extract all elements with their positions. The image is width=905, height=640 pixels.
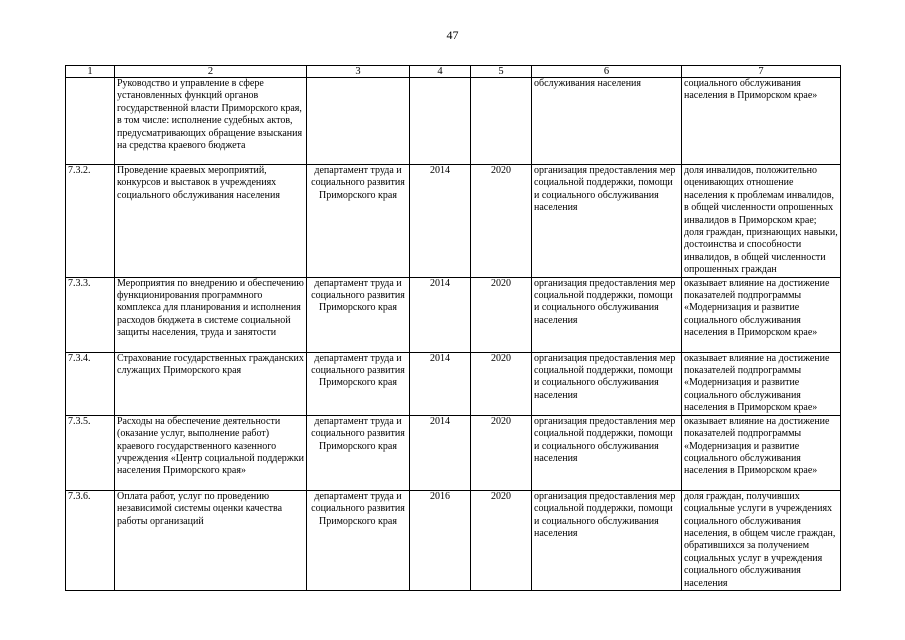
table-row — [66, 415, 841, 490]
row-number: 7.3.3. — [66, 277, 115, 352]
table-row — [66, 490, 841, 590]
header-col-6: 6 — [532, 66, 682, 78]
end-year — [471, 78, 532, 165]
program-measures-table — [65, 65, 841, 591]
end-year: 2020 — [471, 352, 532, 415]
executor: департамент труда и социального развития Приморского края — [307, 352, 410, 415]
table-row — [66, 277, 841, 352]
expected-result: организация предоставления мер социальной поддержки, помощи и социального обслуживания населения — [532, 277, 682, 352]
start-year: 2014 — [410, 352, 471, 415]
row-number — [66, 78, 115, 165]
measure-name: Расходы на обеспечение деятельности (оказание услуг, выполнение работ) краевого государственного казенного учреждения «Центр социальной поддержки населения Приморского края» — [115, 415, 307, 490]
indicator-link: оказывает влияние на достижение показателей подпрограммы «Модернизация и развитие социального обслуживания населения в Приморском крае» — [682, 352, 841, 415]
page-number: 47 — [446, 28, 459, 42]
end-year: 2020 — [471, 415, 532, 490]
measure-name: Проведение краевых мероприятий, конкурсов и выставок в учреждениях социального обслуживания населения — [115, 165, 307, 278]
header-col-2: 2 — [115, 66, 307, 78]
indicator-link: доля граждан, получивших социальные услуги в учреждениях социального обслуживания населения, в общем числе граждан, обратившихся за получением социальных услуг в учреждения социального обслуживания населения — [682, 490, 841, 590]
row-number: 7.3.2. — [66, 165, 115, 278]
expected-result: организация предоставления мер социальной поддержки, помощи и социального обслуживания населения — [532, 352, 682, 415]
end-year: 2020 — [471, 165, 532, 278]
table-header-row — [66, 66, 841, 78]
expected-result: организация предоставления мер социальной поддержки, помощи и социального обслуживания населения — [532, 165, 682, 278]
indicator-link: доля инвалидов, положительно оценивающих отношение населения к проблемам инвалидов, в общей численности опрошенных инвалидов в Приморском крае; доля граждан, признающих навыки, достоинства и способности инвалидов, в общей численности опрошенных граждан — [682, 165, 841, 278]
executor: департамент труда и социального развития Приморского края — [307, 277, 410, 352]
executor — [307, 78, 410, 165]
indicator-link: оказывает влияние на достижение показателей подпрограммы «Модернизация и развитие социального обслуживания населения в Приморском крае» — [682, 415, 841, 490]
measure-name: Мероприятия по внедрению и обеспечению функционирования программного комплекса для планирования и исполнения расходов бюджета в системе социальной защиты населения, труда и занятости — [115, 277, 307, 352]
measure-name: Руководство и управление в сфере установленных функций органов государственной власти Приморского края, в том числе: исполнение судебных актов, предусматривающих обращение взыскания на средства краевого бюджета — [115, 78, 307, 165]
start-year: 2016 — [410, 490, 471, 590]
end-year: 2020 — [471, 490, 532, 590]
executor: департамент труда и социального развития Приморского края — [307, 490, 410, 590]
header-col-7: 7 — [682, 66, 841, 78]
executor: департамент труда и социального развития Приморского края — [307, 165, 410, 278]
executor: департамент труда и социального развития Приморского края — [307, 415, 410, 490]
indicator-link: социального обслуживания населения в Приморском крае» — [682, 78, 841, 165]
header-col-4: 4 — [410, 66, 471, 78]
start-year — [410, 78, 471, 165]
header-col-3: 3 — [307, 66, 410, 78]
header-col-1: 1 — [66, 66, 115, 78]
measure-name: Страхование государственных гражданских служащих Приморского края — [115, 352, 307, 415]
row-number: 7.3.4. — [66, 352, 115, 415]
table-row — [66, 352, 841, 415]
header-col-5: 5 — [471, 66, 532, 78]
table-row — [66, 78, 841, 165]
indicator-link: оказывает влияние на достижение показателей подпрограммы «Модернизация и развитие социального обслуживания населения в Приморском крае» — [682, 277, 841, 352]
row-number: 7.3.6. — [66, 490, 115, 590]
end-year: 2020 — [471, 277, 532, 352]
expected-result: организация предоставления мер социальной поддержки, помощи и социального обслуживания населения — [532, 415, 682, 490]
start-year: 2014 — [410, 415, 471, 490]
start-year: 2014 — [410, 277, 471, 352]
row-number: 7.3.5. — [66, 415, 115, 490]
start-year: 2014 — [410, 165, 471, 278]
expected-result: организация предоставления мер социальной поддержки, помощи и социального обслуживания населения — [532, 490, 682, 590]
table-row — [66, 165, 841, 278]
expected-result: обслуживания населения — [532, 78, 682, 165]
measure-name: Оплата работ, услуг по проведению независимой системы оценки качества работы организаций — [115, 490, 307, 590]
